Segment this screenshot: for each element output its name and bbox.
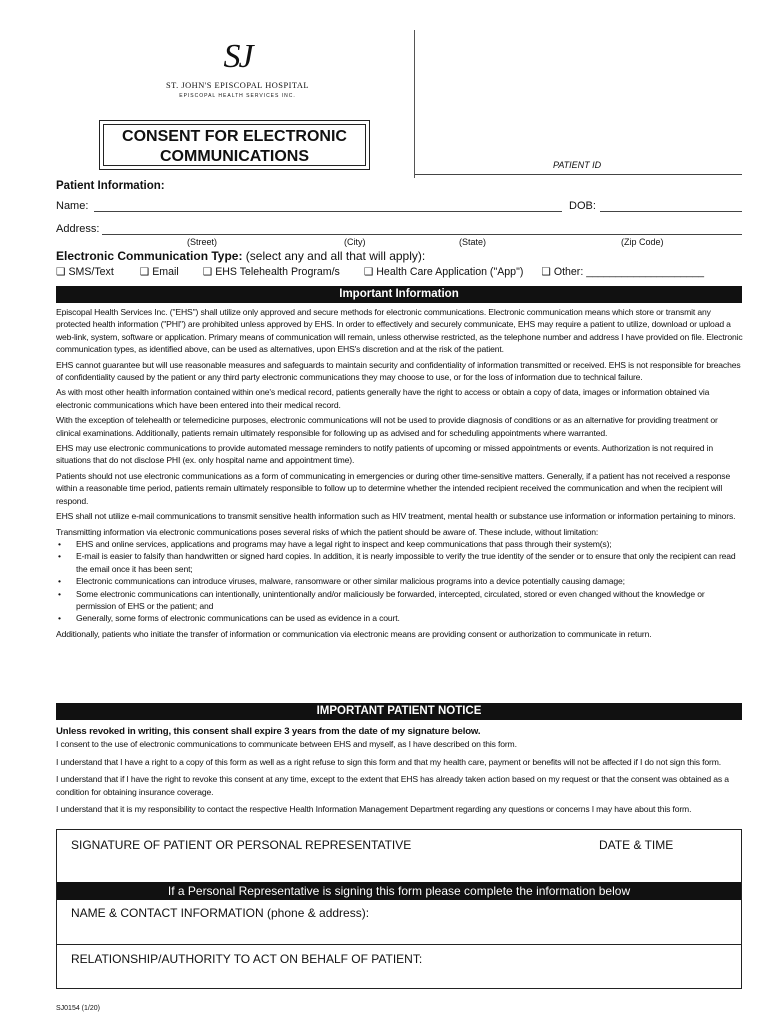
- notice-paragraph: I understand that I have a right to a copy of this form as well as a right refuse to sign this form and that my health care, payment or benefits will not be affected if I do not sign this form.: [56, 756, 721, 767]
- signature-field[interactable]: [57, 830, 741, 882]
- comm-type-options: [56, 266, 746, 278]
- option-telehealth-label: EHS Telehealth Program/s: [215, 266, 340, 278]
- state-caption: (State): [459, 237, 487, 247]
- relationship-field[interactable]: [57, 945, 741, 988]
- form-title-line2: COMMUNICATIONS: [159, 148, 310, 165]
- representative-bar: If a Personal Representative is signing this form please complete the information below: [57, 882, 741, 900]
- option-email-label: Email: [152, 266, 179, 278]
- risk-item: • Electronic communications can introduce viruses, malware, ransomware or other similar malicious programs into a device potentially causing damage;: [76, 575, 744, 587]
- risk-item: • Generally, some forms of electronic communications can be used as evidence in a court.: [76, 612, 744, 624]
- important-info-bar: Important Information: [56, 286, 742, 303]
- date-time-label: DATE & TIME: [599, 838, 674, 852]
- notice-paragraph: I understand that if I have the right to revoke this consent at any time, except to the extent that EHS has already taken action based on my request or that the consent was obtained as a condition for obtaining insurance coverage.: [56, 774, 729, 797]
- name-label: Name:: [56, 200, 89, 212]
- option-app[interactable]: [364, 266, 524, 278]
- comm-type-heading: [56, 249, 425, 263]
- city-caption: (City): [344, 237, 366, 247]
- patient-notice-bar: IMPORTANT PATIENT NOTICE: [56, 703, 742, 720]
- name-contact-field[interactable]: [57, 900, 741, 945]
- info-paragraph: EHS cannot guarantee but will use reasonable measures and safeguards to maintain security and confidentiality of information transmitted or received. EHS is not responsible for breaches of confidentiality caused by the patient or any third party electronic communications they may choose to use, or for the loss of information due to technical failure.: [56, 359, 741, 383]
- name-contact-label: NAME & CONTACT INFORMATION (phone & address):: [71, 906, 370, 920]
- signature-box: [56, 829, 742, 989]
- notice-paragraph: I consent to the use of electronic communications to communicate between EHS and myself, as I have described on this form.: [56, 739, 517, 750]
- risk-item: • E-mail is easier to falsify than handwritten or signed hard copies. In addition, it is nearly impossible to verify the true identity of the sender or to ensure that only the recipient can read the email once it has been sent;: [76, 550, 744, 575]
- info-paragraph: EHS may use electronic communications to provide automated message reminders to notify patients of upcoming or missed appointments or events. Authorization is not required in situations that do not disclose PHI (ex. only hospital name and appointment time).: [56, 443, 713, 466]
- info-paragraph: Episcopal Health Services Inc. ("EHS") shall utilize only approved and secure methods for electronic communications. Electronic communication means which store or transmit any protected health information ("PHI") are prohibited unless approved by EHS. In order to effectively and securely communicate, EHS may require a patient to utilize, download or upload a web-link, system, software or application. Primary means of communication will remain, unless otherwise restricted, as the telephone number and address I have provided on file. Electronic communication types, as identified above, can be used as alternatives, upon EHS's discretion and at the risk of the patient.: [56, 307, 743, 355]
- comm-type-heading-rest: (select any and all that will apply):: [242, 249, 426, 263]
- logo-mark: SJ: [223, 38, 252, 75]
- risks-intro: Transmitting information via electronic communications poses several risks of which the patient should be aware of. These include, without limitation:: [56, 526, 599, 537]
- risks-list: [56, 538, 744, 625]
- patient-id-line: [415, 174, 742, 175]
- info-paragraph: EHS shall not utilize e-mail communications to transmit sensitive health information such as HIV treatment, mental health or substance use information or information pertaining to minors.: [56, 511, 736, 522]
- zip-caption: (Zip Code): [621, 237, 664, 247]
- info-paragraph: With the exception of telehealth or telemedicine purposes, electronic communications will not be used to provide diagnosis of conditions or as an alternative for providing treatment or clinical examinations. Additionally, patients remain ultimately responsible for following up as advised and for scheduling appointments where warranted.: [56, 415, 718, 438]
- name-field[interactable]: [94, 211, 562, 212]
- form-title-box: [99, 120, 370, 170]
- hospital-name: ST. JOHN'S EPISCOPAL HOSPITAL: [166, 81, 309, 90]
- address-label: Address:: [56, 223, 100, 235]
- checkbox-icon[interactable]: ❑: [363, 266, 374, 278]
- risk-item: • Some electronic communications can intentionally, unintentionally and/or maliciously be forwarded, intercepted, circulated, stored or even changed without the knowledge or permission of EHS or the patient; and: [76, 588, 744, 613]
- option-sms[interactable]: [56, 266, 114, 278]
- checkbox-icon[interactable]: ❑: [541, 266, 551, 278]
- form-title-line1: CONSENT FOR ELECTRONIC: [122, 128, 347, 145]
- address-field[interactable]: [102, 234, 742, 235]
- checkbox-icon[interactable]: ❑: [202, 266, 213, 278]
- hospital-subtitle: EPISCOPAL HEALTH SERVICES INC.: [179, 93, 296, 99]
- notice-body: [56, 726, 744, 818]
- option-other[interactable]: [541, 266, 704, 278]
- risk-item: • EHS and online services, applications and programs may have a legal right to inspect and keep communications that pass through their system(s);: [76, 538, 744, 550]
- info-paragraph: As with most other health information contained within one's medical record, patients generally have the right to access or obtain a copy of data, images or information obtained via electronic communications which have been entered into their medical record.: [56, 387, 710, 410]
- form-code: SJ0154 (1/20): [56, 1005, 100, 1012]
- option-telehealth[interactable]: [203, 266, 340, 278]
- info-paragraph: Patients should not use electronic communications as a form of communicating in emergencies or during other time-sensitive matters. Generally, if a patient has not received a response within a reasonable time period, patients remain ultimately responsible to follow up to determine whether the intended recipient received the communication and when the recipient will respond.: [56, 470, 731, 506]
- signature-label: SIGNATURE OF PATIENT OR PERSONAL REPRESENTATIVE: [71, 838, 412, 852]
- option-other-label: Other: ____________________: [553, 266, 705, 278]
- option-sms-label: SMS/Text: [68, 266, 114, 278]
- street-caption: (Street): [187, 237, 218, 247]
- important-info-body: [56, 306, 744, 643]
- relationship-label: RELATIONSHIP/AUTHORITY TO ACT ON BEHALF OF PATIENT:: [71, 952, 423, 966]
- notice-expiry: Unless revoked in writing, this consent shall expire 3 years from the date of my signature below.: [56, 726, 481, 737]
- option-email[interactable]: [140, 266, 179, 278]
- patient-info-heading: Patient Information:: [56, 180, 165, 192]
- patient-id-label: PATIENT ID: [553, 160, 602, 170]
- comm-type-heading-bold: Electronic Communication Type:: [56, 249, 243, 263]
- dob-label: DOB:: [569, 200, 596, 212]
- dob-field[interactable]: [600, 211, 742, 212]
- closing-paragraph: Additionally, patients who initiate the transfer of information or communication via electronic means are providing consent or authorization to communicate in return.: [56, 628, 652, 639]
- header-divider: [414, 30, 415, 178]
- notice-paragraph: I understand that it is my responsibility to contact the respective Health Information Management Department regarding any questions or concerns I may have about this form.: [56, 804, 692, 815]
- checkbox-icon[interactable]: ❑: [56, 266, 66, 278]
- option-app-label: Health Care Application ("App"): [376, 266, 524, 278]
- checkbox-icon[interactable]: ❑: [139, 266, 150, 278]
- hospital-logo: [150, 38, 325, 99]
